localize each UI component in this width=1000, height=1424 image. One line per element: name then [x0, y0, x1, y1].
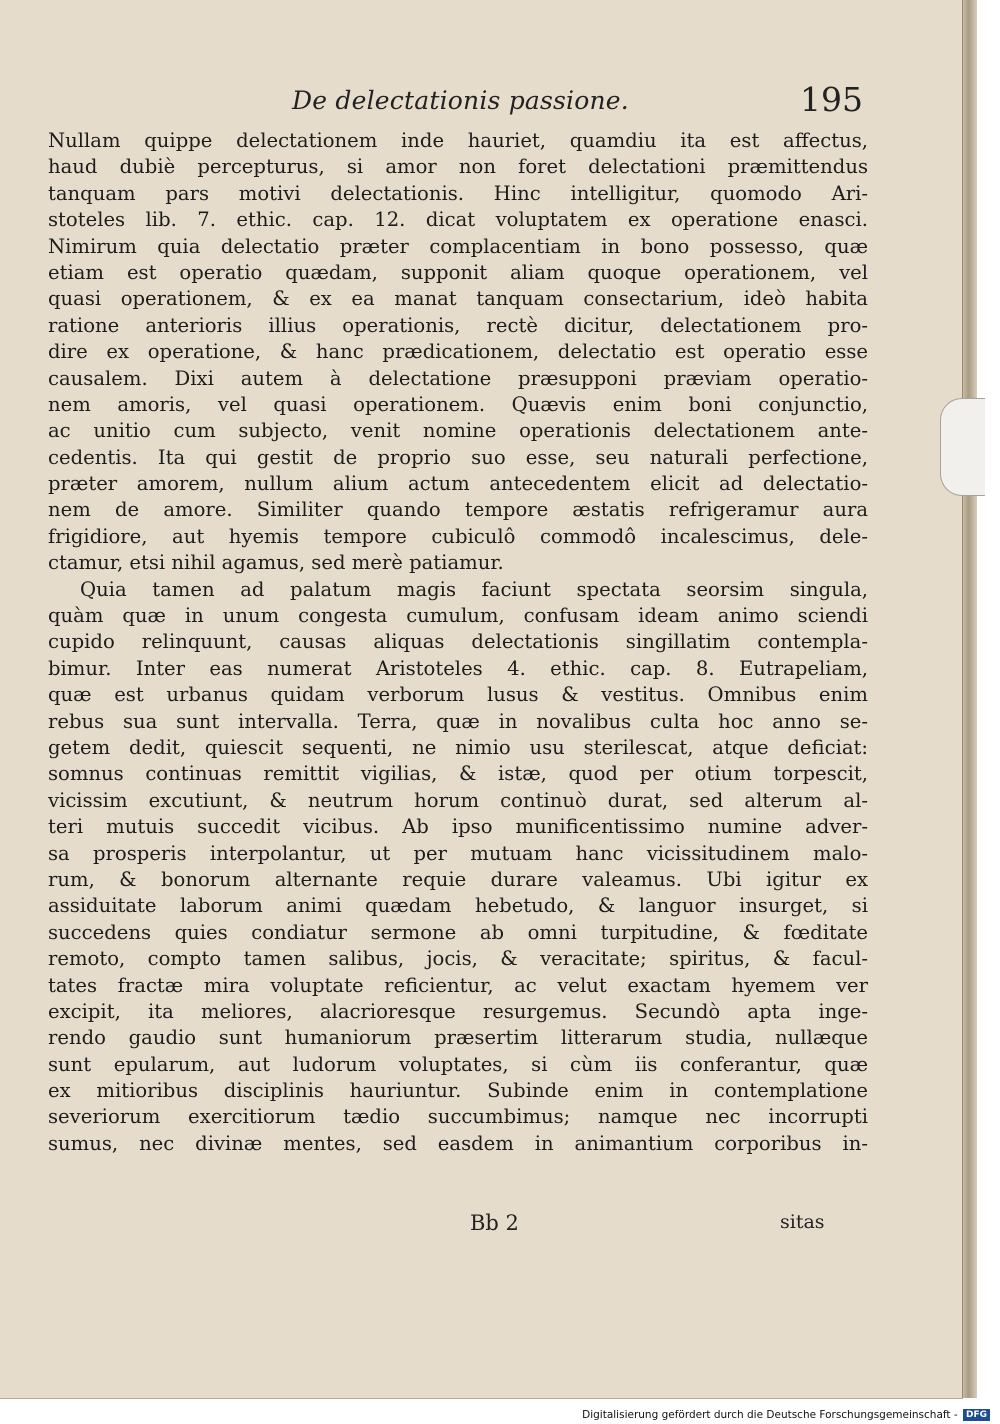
body-text [48, 128, 868, 1157]
text-line: succedens quies condiatur sermone ab omni turpitudine, & fœditate [48, 920, 868, 944]
text-line: quàm quæ in unum congesta cumulum, confusam ideam animo sciendi [48, 604, 868, 628]
text-line: haud dubiè percepturus, si amor non foret delectationi præmittendus [48, 155, 868, 179]
digitization-credit [582, 1409, 990, 1421]
text-line: remoto, compto tamen salibus, jocis, & veracitate; spiritus, & facul- [48, 947, 868, 971]
text-line: quasi operationem, & ex ea manat tanquam consectarium, ideò habita [48, 287, 868, 311]
dfg-logo-icon: DFG [963, 1409, 990, 1421]
text-line: Nullam quippe delectationem inde hauriet, quamdiu ita est affectus, [48, 129, 868, 152]
text-line: cupido relinquunt, causas aliquas delectationis singillatim contempla- [48, 630, 868, 654]
text-line: frigidiore, aut hyemis tempore cubiculô commodô incalescimus, dele- [48, 524, 868, 548]
text-line: ac unitio cum subjecto, venit nomine operationis delectationem ante- [48, 419, 868, 443]
text-line: sumus, nec divinæ mentes, sed easdem in animantium corporibus in- [48, 1131, 868, 1155]
text-line: teri mutuis succedit vicibus. Ab ipso munificentissimo numine adver- [48, 815, 868, 839]
text-line: stoteles lib. 7. ethic. cap. 12. dicat voluptatem ex operatione enasci. [48, 208, 868, 232]
text-line: rendo gaudio sunt humaniorum præsertim litterarum studia, nullæque [48, 1026, 868, 1050]
text-line: tates fractæ mira voluptate reficientur, ac velut exactam hyemem ver [48, 973, 868, 997]
text-line: bimur. Inter eas numerat Aristoteles 4. ethic. cap. 8. Eutrapeliam, [48, 656, 868, 680]
running-head: De delectationis passione. [292, 86, 629, 115]
text-line: dire ex operatione, & hanc prædicationem, delectatio est operatio esse [48, 340, 868, 364]
text-line: vicissim excutiunt, & neutrum horum continuò durat, sed alterum al- [48, 788, 868, 812]
text-line: somnus continuas remittit vigilias, & istæ, quod per otium torpescit, [48, 762, 868, 786]
text-line: cedentis. Ita qui gestit de proprio suo esse, seu naturali perfectione, [48, 445, 868, 469]
text-line: sa prosperis interpolantur, ut per mutuam hanc vicissitudinem malo- [48, 841, 868, 865]
text-line: causalem. Dixi autem à delectatione præsupponi præviam operatio- [48, 366, 868, 390]
text-line: getem dedit, quiescit sequenti, ne nimio usu sterilescat, atque deficiat: [48, 735, 868, 759]
text-line: Nimirum quia delectatio præter complacentiam in bono possesso, quæ [48, 234, 868, 258]
book-clasp-tab [940, 398, 985, 496]
signature-mark: Bb 2 [470, 1211, 519, 1235]
page-edge [962, 0, 977, 1398]
text-line: ctamur, etsi nihil agamus, sed merè patiamur. [48, 551, 504, 575]
page-number: 195 [800, 80, 863, 119]
text-line: etiam est operatio quædam, supponit aliam quoque operationem, vel [48, 260, 868, 284]
text-line: excipit, ita meliores, alacrioresque resurgemus. Secundò apta inge- [48, 999, 868, 1023]
text-line: tanquam pars motivi delectationis. Hinc intelligitur, quomodo Ari- [48, 181, 868, 205]
text-line: quæ est urbanus quidam verborum lusus & vestitus. Omnibus enim [48, 683, 868, 707]
text-line: ex mitioribus disciplinis hauriuntur. Subinde enim in contemplatione [48, 1079, 868, 1103]
text-line: præter amorem, nullum alium actum antecedentem elicit ad delectatio- [48, 472, 868, 496]
text-line: rebus sua sunt intervalla. Terra, quæ in novalibus culta hoc anno se- [48, 709, 868, 733]
text-line: nem amoris, vel quasi operationem. Quævis enim boni conjunctio, [48, 392, 868, 416]
credit-text: Digitalisierung gefördert durch die Deutsche Forschungsgemeinschaft - [582, 1409, 958, 1421]
text-line: rum, & bonorum alternante requie durare valeamus. Ubi igitur ex [48, 867, 868, 891]
text-line: ratione anterioris illius operationis, rectè dicitur, delectationem pro- [48, 313, 868, 337]
text-line: nem de amore. Similiter quando tempore æstatis refrigeramur aura [48, 498, 868, 522]
text-line: Quia tamen ad palatum magis faciunt spectata seorsim singula, [80, 577, 868, 601]
text-line: severiorum exercitiorum tædio succumbimus; namque nec incorrupti [48, 1105, 868, 1129]
catchword: sitas [780, 1211, 825, 1233]
text-line: sunt epularum, aut ludorum voluptates, si cùm iis conferantur, quæ [48, 1052, 868, 1076]
text-line: assiduitate laborum animi quædam hebetudo, & languor insurget, si [48, 894, 868, 918]
